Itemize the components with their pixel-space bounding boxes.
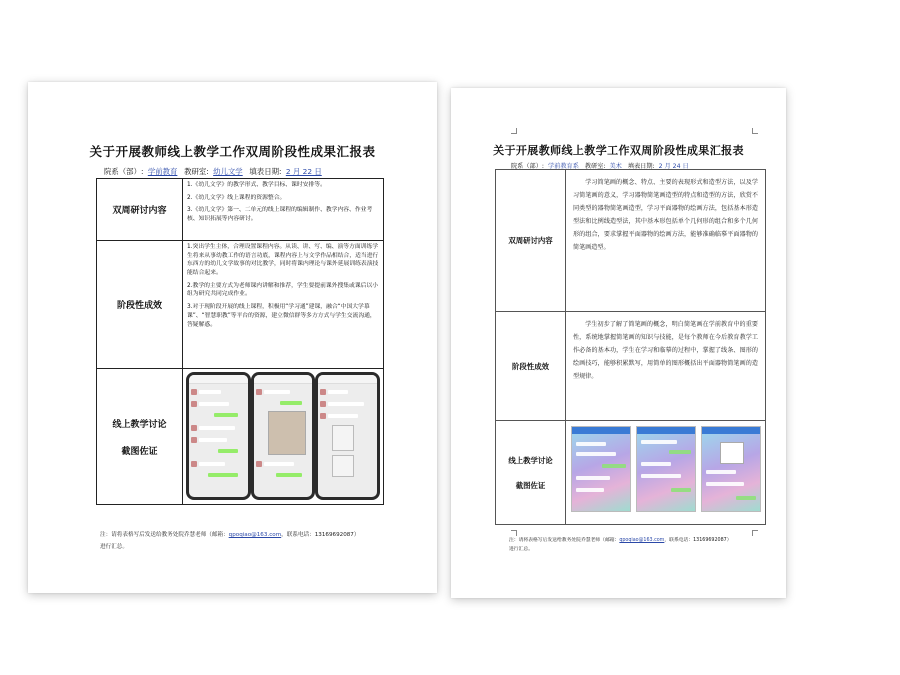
footnote-line1 [509,536,732,543]
chat-screenshot [251,372,316,500]
chat-screenshot [571,426,631,512]
screenshots-label [496,421,566,525]
results-item-3: 3.对于现阶段开展的线上课程，积极用“学习通”建课，融合“中国大学慕课”、“智慧职教”等平台的资源，建立微信群等多方方式与学生交流沟通，答疑解惑。 [187,304,376,328]
footnote-prefix: 注：请将表格写后发送给教务处院乔慧老师（邮箱： [509,538,620,543]
chat-screenshot [315,372,380,500]
results-item-2: 2.教学的主要方式为老师课内讲解和推荐，学生要提前课外搜集或课后以小组为研究共同完成作业。 [187,282,379,298]
date-label: 填表日期: [627,163,655,170]
report-table [495,169,766,525]
research-label: 双周研讨内容 [97,179,183,241]
chat-screenshot [186,372,251,500]
date-value: 2 月 24 日 [658,163,689,170]
margin-mark [511,128,517,134]
dept-value: 学前教育 [147,167,178,176]
report-title: 关于开展教师线上教学工作双周阶段性成果汇报表 [89,144,376,159]
report-info-line [104,166,324,177]
screenshots-content [183,369,384,505]
research-item-3: 3.《幼儿文学》第一、二单元的线上课程的编辑制作、教学内容、作业考核、知识拓展等内容研讨。 [187,207,373,223]
screenshots-label-line1: 线上教学讨论 [508,455,553,465]
results-item-1: 1.突出学生主体，合理设置课程内容。从读、讲、写、编、演等方面训练学生将来从事幼教工作的语言功底，课程内容上与文学作品相结合，适当进行东西方的幼儿文学故事的对比教学，同时将课内理论与课外延展训练表演技能结合起来。 [187,244,379,277]
research-content [183,179,384,241]
results-label: 阶段性成效 [496,312,566,421]
results-label: 阶段性成效 [97,241,183,369]
footnote-line1 [100,530,359,538]
dept-label: 院系（部）: [104,167,144,176]
footnote-line2: 进行汇总。 [100,544,128,550]
research-content [566,170,766,312]
office-value: 幼儿文学 [213,167,243,176]
date-label: 填表日期: [249,167,282,176]
research-item-1: 1.《幼儿文学》的教学形式、教学目标、课时安排等。 [187,182,326,188]
office-value: 美术 [609,163,622,170]
research-item-2: 2.《幼儿文学》线上课程的资源整合。 [187,194,286,201]
chat-screenshot [636,426,696,512]
margin-mark [752,530,758,536]
screenshots-content [566,421,766,525]
margin-mark [752,128,758,134]
footnote-line2: 进行汇总。 [509,547,533,552]
screenshots-label-line2: 截图佐证 [515,480,546,490]
research-text: 学习简笔画的概念、特点、主要的表现形式和造型方法，以及学习简笔画的意义，学习器物简笔画造型的特点和造型的方法，欣赏不同类型的器物简笔画造型，学习平面器物的绘画方法，包括基本形造型法和比例线造型法，其中基本形包括单个几何形的组合和多个几何形的组合，要求掌握平面器物的绘画方法，能够准确临摹平面器物的简笔画造型。 [573,179,758,252]
date-value: 2 月 22 日 [285,167,322,176]
report-table [96,178,384,505]
office-label: 教研室: [184,167,209,176]
footnote-email[interactable]: qpoqiao@163.com [619,538,665,543]
footnote-prefix: 注：请将表格写后发送给教务处院乔慧老师（邮箱： [100,532,229,538]
screenshots-label-line1: 线上教学讨论 [112,419,167,430]
dept-value: 学前教育系 [548,163,579,170]
report-title: 关于开展教师线上教学工作双周阶段性成果汇报表 [493,144,744,157]
research-label: 双周研讨内容 [496,170,566,312]
footnote-email[interactable]: qpoqiao@163.com [228,532,282,538]
results-content [566,312,766,421]
screenshots-label [97,369,183,505]
left-report-page [28,82,437,593]
office-label: 教研室: [584,163,606,170]
footnote-suffix: ，联系电话：13169692087） [281,532,360,538]
dept-label: 院系（部）: [511,163,545,170]
screenshots-label-line2: 截图佐证 [121,446,158,457]
chat-screenshot [701,426,761,512]
right-report-page [451,88,786,598]
footnote-suffix: ，联系电话：13169692087） [664,538,732,543]
results-content [183,241,384,369]
results-text: 学生初步了解了简笔画的概念，明白简笔画在学前教育中的重要性，系统地掌握简笔画的知识与技能，是每个教师在今后教育教学工作必备的基本功，学生在学习和临摹的过程中，掌握了线条、图形的绘画技巧，能够积累默写，用简单的图形概括出平面器物简笔画的造型规律。 [573,321,758,381]
